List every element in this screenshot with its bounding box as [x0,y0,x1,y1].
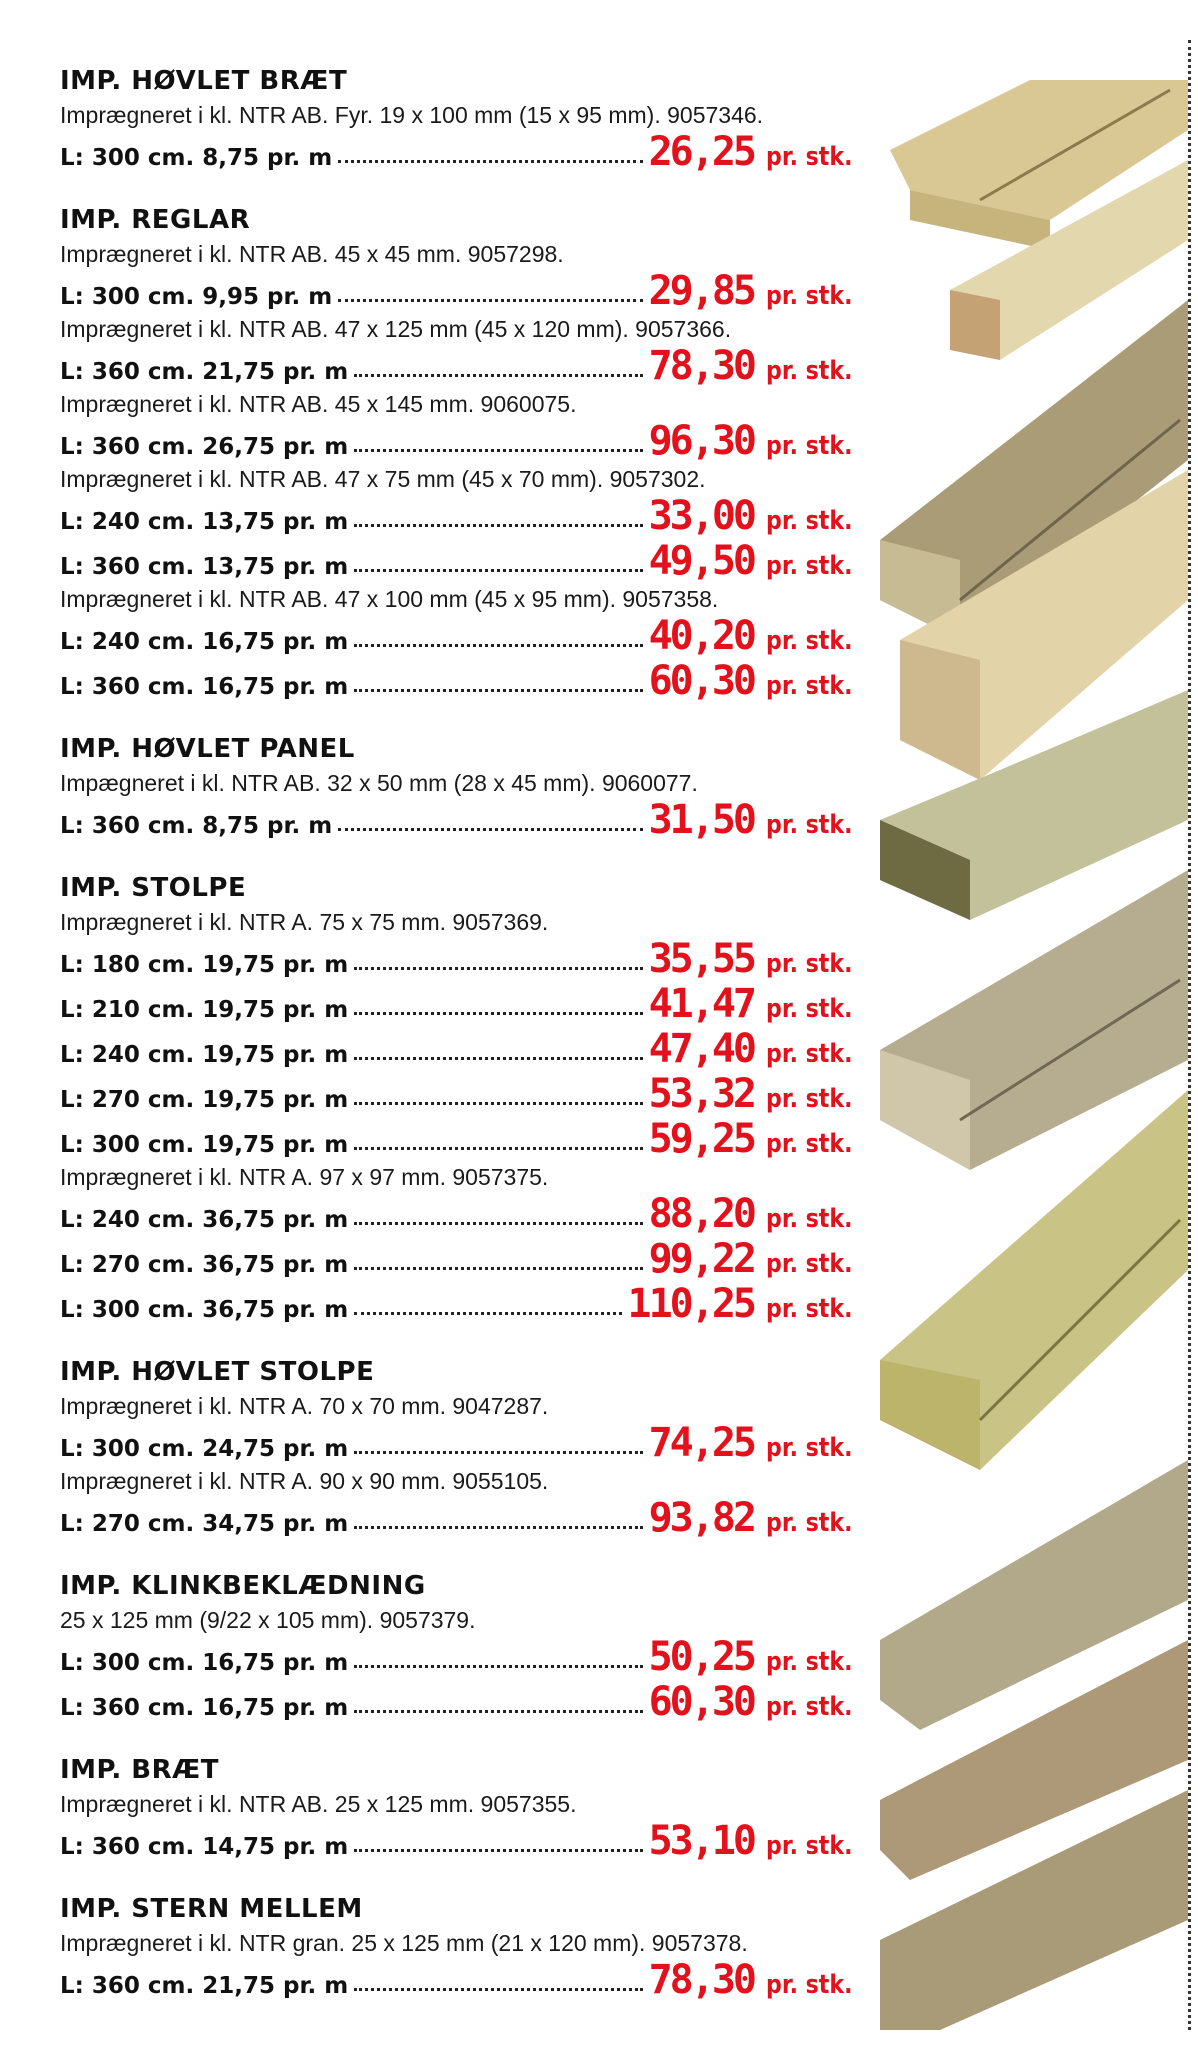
price-unit: pr. stk. [766,1508,853,1538]
price-value: 78,30 [648,1957,754,2003]
price-row [60,797,853,843]
length-label: L: 270 cm. 19,75 pr. m [60,1087,349,1113]
product-section [60,871,853,1327]
dot-leader [354,1102,642,1105]
price-value: 50,25 [648,1634,754,1680]
price-value: 33,00 [648,493,754,539]
product-title: IMP. HØVLET BRÆT [60,66,348,96]
price-row [60,1281,853,1327]
price-row [60,658,853,704]
price-value: 35,55 [648,936,754,982]
length-label: L: 270 cm. 34,75 pr. m [60,1511,349,1537]
product-variant [60,584,853,704]
price-value: 60,30 [648,658,754,704]
product-variant [60,464,853,584]
price-value: 110,25 [627,1281,754,1327]
price-unit: pr. stk. [766,994,853,1024]
price-row [60,343,853,389]
dot-leader [354,967,642,970]
price-row [60,1818,853,1864]
lumber-board-8 [880,1460,1188,2030]
length-label: L: 360 cm. 21,75 pr. m [60,359,349,385]
length-label: L: 300 cm. 8,75 pr. m [60,145,333,171]
dot-leader [354,449,642,452]
product-title: IMP. REGLAR [60,205,251,235]
variant-description: Imprægneret i kl. NTR A. 70 x 70 mm. 9047287. [60,1393,549,1419]
product-variant [60,1466,853,1541]
dot-leader [354,1526,642,1529]
product-section [60,64,853,175]
price-value: 40,20 [648,613,754,659]
length-label: L: 300 cm. 36,75 pr. m [60,1297,349,1323]
lumber-illustration [880,40,1188,2030]
variant-description: Imprægneret i kl. NTR AB. 45 x 145 mm. 9060075. [60,391,577,417]
price-row [60,493,853,539]
price-row [60,1495,853,1541]
product-variant [60,1605,853,1725]
price-row [60,1634,853,1680]
price-row [60,1071,853,1117]
price-row [60,538,853,584]
dot-leader [354,524,642,527]
dot-leader [354,1451,642,1454]
product-section [60,1892,853,2003]
price-unit: pr. stk. [766,1294,853,1324]
lumber-board-6 [880,870,1188,1170]
variant-description: Imprægneret i kl. NTR AB. 45 x 45 mm. 9057298. [60,241,564,267]
variant-description: Imprægneret i kl. NTR A. 75 x 75 mm. 9057369. [60,909,549,935]
length-label: L: 360 cm. 14,75 pr. m [60,1834,349,1860]
length-label: L: 300 cm. 24,75 pr. m [60,1436,349,1462]
price-value: 53,10 [648,1818,754,1864]
price-value: 60,30 [648,1679,754,1725]
length-label: L: 180 cm. 19,75 pr. m [60,952,349,978]
product-title: IMP. HØVLET PANEL [60,734,355,764]
price-value: 59,25 [648,1116,754,1162]
product-title: IMP. HØVLET STOLPE [60,1357,375,1387]
length-label: L: 210 cm. 19,75 pr. m [60,997,349,1023]
price-unit: pr. stk. [766,142,853,172]
dot-leader [354,644,642,647]
length-label: L: 360 cm. 21,75 pr. m [60,1973,349,1999]
price-unit: pr. stk. [766,1831,853,1861]
length-label: L: 360 cm. 16,75 pr. m [60,674,349,700]
length-label: L: 360 cm. 13,75 pr. m [60,554,349,580]
dot-leader [354,1012,642,1015]
price-unit: pr. stk. [766,1084,853,1114]
price-row [60,1191,853,1237]
dot-leader [354,569,642,572]
price-unit: pr. stk. [766,949,853,979]
product-variant [60,1789,853,1864]
price-value: 49,50 [648,538,754,584]
price-row [60,1026,853,1072]
product-variant [60,768,853,843]
product-title: IMP. STOLPE [60,873,247,903]
variant-description: Imprægneret i kl. NTR AB. 47 x 100 mm (45 x 95 mm). 9057358. [60,586,719,612]
dot-leader [354,1849,642,1852]
length-label: L: 300 cm. 19,75 pr. m [60,1132,349,1158]
price-unit: pr. stk. [766,506,853,536]
price-row [60,1236,853,1282]
length-label: L: 360 cm. 16,75 pr. m [60,1695,349,1721]
length-label: L: 300 cm. 16,75 pr. m [60,1650,349,1676]
variant-description: Imprægneret i kl. NTR A. 97 x 97 mm. 9057375. [60,1164,549,1190]
page-edge-divider [1188,40,1191,2030]
price-unit: pr. stk. [766,1647,853,1677]
price-unit: pr. stk. [766,1039,853,1069]
price-unit: pr. stk. [766,1970,853,2000]
price-value: 96,30 [648,418,754,464]
length-label: L: 240 cm. 36,75 pr. m [60,1207,349,1233]
dot-leader [338,160,642,163]
price-unit: pr. stk. [766,1433,853,1463]
variant-description: Imprægneret i kl. NTR AB. 47 x 125 mm (45 x 120 mm). 9057366. [60,316,732,342]
product-variant [60,389,853,464]
dot-leader [338,299,642,302]
price-value: 47,40 [648,1026,754,1072]
length-label: L: 360 cm. 8,75 pr. m [60,813,333,839]
length-label: L: 300 cm. 9,95 pr. m [60,284,333,310]
price-row [60,936,853,982]
price-unit: pr. stk. [766,671,853,701]
price-value: 74,25 [648,1420,754,1466]
length-label: L: 270 cm. 36,75 pr. m [60,1252,349,1278]
product-section [60,1569,853,1725]
price-row [60,981,853,1027]
product-title: IMP. BRÆT [60,1755,220,1785]
variant-description: 25 x 125 mm (9/22 x 105 mm). 9057379. [60,1607,476,1633]
price-row [60,129,853,175]
length-label: L: 240 cm. 16,75 pr. m [60,629,349,655]
price-value: 78,30 [648,343,754,389]
price-value: 31,50 [648,797,754,843]
price-value: 26,25 [648,129,754,175]
price-value: 99,22 [648,1236,754,1282]
dot-leader [354,1057,642,1060]
dot-leader [354,1710,642,1713]
variant-description: Imprægneret i kl. NTR gran. 25 x 125 mm (21 x 120 mm). 9057378. [60,1930,748,1956]
product-section [60,203,853,704]
product-variant [60,100,853,175]
product-variant [60,1162,853,1327]
dot-leader [354,1312,621,1315]
price-value: 29,85 [648,268,754,314]
price-value: 88,20 [648,1191,754,1237]
price-row [60,1420,853,1466]
product-title: IMP. STERN MELLEM [60,1894,363,1924]
product-section [60,1753,853,1864]
price-row [60,1957,853,2003]
price-unit: pr. stk. [766,1249,853,1279]
length-label: L: 240 cm. 19,75 pr. m [60,1042,349,1068]
product-variant [60,1928,853,2003]
price-unit: pr. stk. [766,626,853,656]
product-variant [60,314,853,389]
price-row [60,1679,853,1725]
price-value: 41,47 [648,981,754,1027]
price-unit: pr. stk. [766,810,853,840]
dot-leader [354,689,642,692]
variant-description: Impægneret i kl. NTR AB. 32 x 50 mm (28 x 45 mm). 9060077. [60,770,698,796]
dot-leader [354,1147,642,1150]
price-unit: pr. stk. [766,1692,853,1722]
price-row [60,418,853,464]
price-unit: pr. stk. [766,431,853,461]
product-title: IMP. KLINKBEKLÆDNING [60,1571,426,1601]
price-row [60,1116,853,1162]
price-unit: pr. stk. [766,356,853,386]
product-variant [60,907,853,1162]
dot-leader [354,1267,642,1270]
product-section [60,732,853,843]
dot-leader [354,1222,642,1225]
variant-description: Imprægneret i kl. NTR A. 90 x 90 mm. 9055105. [60,1468,549,1494]
price-unit: pr. stk. [766,1129,853,1159]
price-unit: pr. stk. [766,551,853,581]
price-value: 53,32 [648,1071,754,1117]
price-row [60,268,853,314]
variant-description: Imprægneret i kl. NTR AB. 47 x 75 mm (45 x 70 mm). 9057302. [60,466,706,492]
lumber-board-7 [880,1090,1188,1470]
price-value: 93,82 [648,1495,754,1541]
product-variant [60,1391,853,1466]
dot-leader [354,1665,642,1668]
dot-leader [354,374,642,377]
product-variant [60,239,853,314]
price-unit: pr. stk. [766,281,853,311]
price-row [60,613,853,659]
variant-description: Imprægneret i kl. NTR AB. 25 x 125 mm. 9057355. [60,1791,577,1817]
length-label: L: 360 cm. 26,75 pr. m [60,434,349,460]
variant-description: Imprægneret i kl. NTR AB. Fyr. 19 x 100 mm (15 x 95 mm). 9057346. [60,102,764,128]
product-catalog [60,64,853,2031]
product-section [60,1355,853,1541]
length-label: L: 240 cm. 13,75 pr. m [60,509,349,535]
price-unit: pr. stk. [766,1204,853,1234]
dot-leader [354,1988,642,1991]
dot-leader [338,828,642,831]
